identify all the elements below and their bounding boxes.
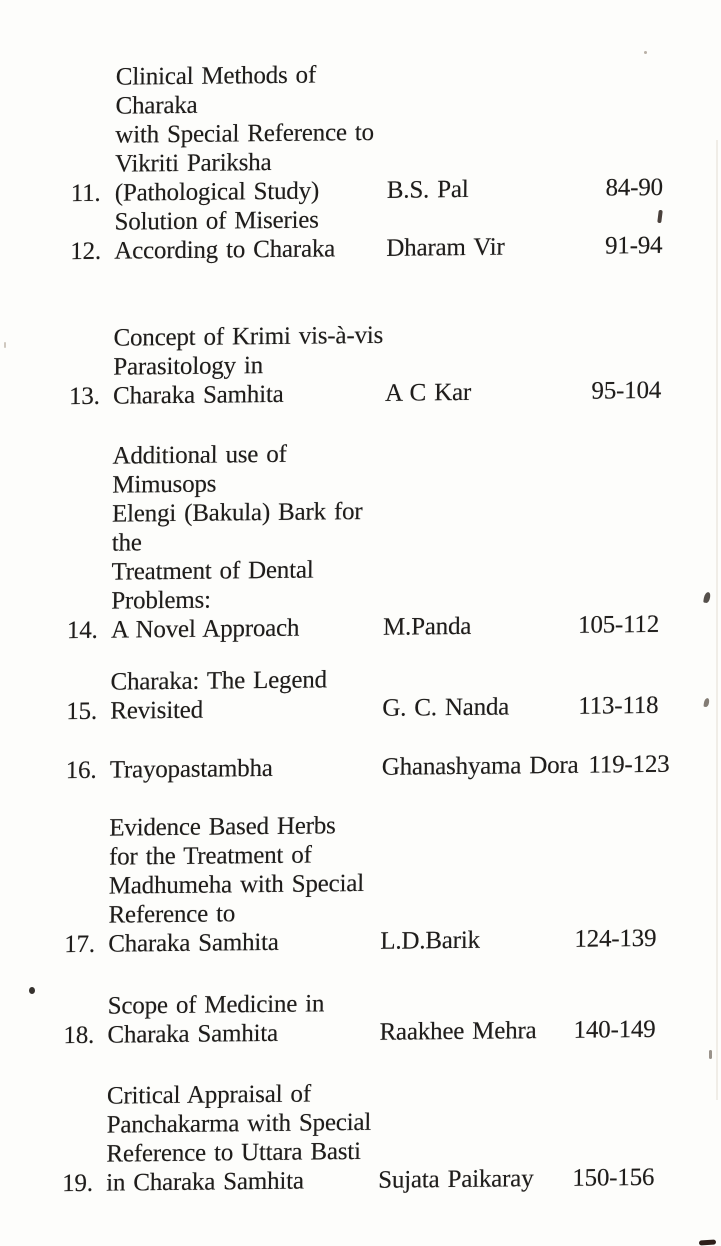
entry-author: G. C. Nanda	[382, 693, 510, 722]
entry-pages: 91-94	[604, 231, 663, 260]
entry-title: Solution of Miseries According to Charaka	[114, 206, 336, 265]
entry-title: Charaka: The Legend Revisited	[110, 666, 328, 725]
entry-author: M.Panda	[382, 612, 472, 641]
entry-title: Evidence Based Herbs for the Treatment of Madhumeha with Special Reference to Charaka Samhita	[108, 812, 365, 958]
entry-title: Scope of Medicine in Charaka Samhita	[107, 990, 325, 1049]
entry-title: Concept of Krimi vis-à-vis Parasitology in Charaka Samhita	[112, 321, 384, 410]
entry-pages: 95-104	[591, 376, 662, 405]
toc-entry	[70, 202, 663, 266]
entry-author: Dharam Vir	[386, 233, 505, 262]
scan-margin-tick	[703, 592, 711, 604]
table-of-contents	[62, 57, 670, 1198]
entry-title: Additional use of Mimusops Elengi (Bakula) Bark for the Treatment of Dental Problems: A Novel Approach	[110, 440, 363, 644]
stray-bullet-dot	[29, 987, 35, 994]
entry-author: L.D.Barik	[380, 926, 481, 955]
entry-author: B.S. Pal	[386, 175, 469, 204]
entry-title: Critical Appraisal of Panchakarma with Special Reference to Uttara Basti in Charaka Samhita	[106, 1080, 372, 1197]
scan-page-edge-line	[716, 140, 718, 1100]
toc-entry	[65, 750, 670, 785]
scan-speck	[644, 51, 647, 54]
entry-author: Ghanashyama Dora	[381, 751, 579, 781]
entry-pages: 124-139	[574, 924, 657, 953]
scan-corner-smudge	[699, 1239, 716, 1245]
entry-number: 19.	[62, 1169, 93, 1198]
entry-pages: 119-123	[588, 750, 670, 779]
entry-number: 14.	[66, 616, 98, 645]
toc-entry	[64, 808, 657, 959]
entry-pages: 113-118	[578, 691, 659, 720]
entry-pages: 105-112	[577, 610, 660, 639]
entry-number: 16.	[65, 756, 97, 785]
entry-number: 18.	[63, 1021, 95, 1050]
entry-number: 13.	[68, 382, 100, 411]
toc-entry	[69, 318, 662, 411]
entry-number: 17.	[64, 930, 96, 959]
entry-number: 15.	[66, 697, 98, 726]
entry-title: Clinical Methods of Charaka with Special Reference to Vikriti Pariksha (Pathological Study)	[114, 61, 375, 207]
entry-pages: 140-149	[573, 1015, 656, 1044]
scan-speck	[4, 342, 6, 348]
toc-entry	[62, 1076, 655, 1198]
toc-entry	[63, 986, 656, 1050]
entry-number: 11.	[70, 179, 101, 208]
entry-author: A C Kar	[384, 378, 472, 407]
entry-author: Raakhee Mehra	[379, 1017, 537, 1046]
entry-pages: 150-156	[572, 1163, 655, 1192]
entry-number: 12.	[70, 237, 102, 266]
scan-margin-tick	[703, 698, 709, 708]
toc-entry	[71, 57, 664, 208]
entry-pages: 84-90	[605, 173, 664, 202]
entry-author: Sujata Paikaray	[378, 1165, 534, 1194]
toc-entry	[66, 662, 659, 726]
scan-margin-tick	[709, 1050, 712, 1059]
entry-title: Trayopastambha	[109, 754, 273, 784]
toc-entry	[67, 436, 661, 645]
